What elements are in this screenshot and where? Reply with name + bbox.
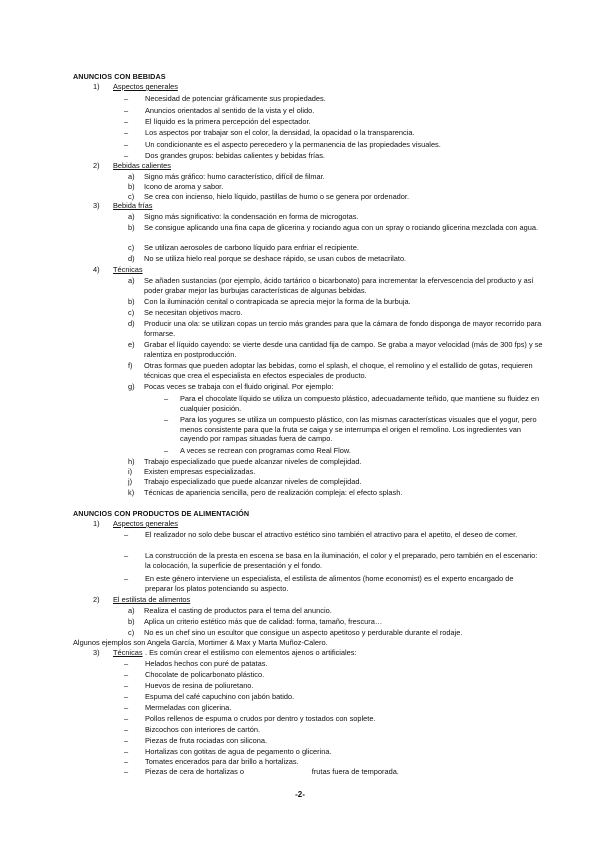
item-letter: a) xyxy=(128,606,135,615)
list-item: Piezas de cera de hortalizas o frutas fuera de temporada. xyxy=(145,767,399,776)
list-item: Un condicionante es el aspecto perecedero y la permanencia de las propiedades visuales. xyxy=(145,140,441,149)
list-item: Producir una ola: se utilizan copas un tercio más grandes para que la cámara de fondo disponga de mayor recorrido para formarse. xyxy=(144,319,542,338)
dash-marker: – xyxy=(124,94,129,103)
heading-number: 1) xyxy=(93,519,100,528)
item-letter: d) xyxy=(128,254,135,263)
list-item: El líquido es la primera percepción del espectador. xyxy=(145,117,311,126)
item-letter: c) xyxy=(128,192,135,201)
list-item: Helados hechos con puré de patatas. xyxy=(145,659,268,668)
list-item: Pollos rellenos de espuma o crudos por dentro y tostados con soplete. xyxy=(145,714,376,723)
list-item: Grabar el líquido cayendo: se vierte desde una cantidad fija de campo. Se graba a mayor velocidad (más de 300 fps) y se ralentiza en postproducción. xyxy=(144,340,543,359)
heading-label: Bebida frías xyxy=(113,201,153,210)
item-letter: a) xyxy=(128,276,135,285)
item-letter: i) xyxy=(128,467,133,476)
dash-marker: – xyxy=(124,767,129,776)
dash-marker: – xyxy=(124,128,129,137)
section-title-bebidas: ANUNCIOS CON BEBIDAS xyxy=(73,72,166,81)
list-item: Dos grandes grupos: bebidas calientes y bebidas frías. xyxy=(145,151,325,160)
heading-label: Aspectos generales xyxy=(113,82,178,91)
dash-marker: – xyxy=(124,703,129,712)
dash-marker: – xyxy=(124,681,129,690)
dash-marker: – xyxy=(124,117,129,126)
dash-marker: – xyxy=(124,551,129,560)
section-title-alimentacion: ANUNCIOS CON PRODUCTOS DE ALIMENTACIÓN xyxy=(73,509,250,518)
heading-rest: . Es común crear el estilismo con elementos ajenos o artificiales: xyxy=(145,648,357,657)
list-item: Se necesitan objetivos macro. xyxy=(144,308,243,317)
item-letter: b) xyxy=(128,617,135,626)
item-letter: a) xyxy=(128,212,135,221)
dash-marker: – xyxy=(124,736,129,745)
item-letter: h) xyxy=(128,457,135,466)
list-item: Chocolate de policarbonato plástico. xyxy=(145,670,265,679)
heading-label: Bebidas calientes xyxy=(113,161,171,170)
list-item: Tomates encerados para dar brillo a hortalizas. xyxy=(145,757,299,766)
list-item: Trabajo especializado que puede alcanzar niveles de complejidad. xyxy=(144,457,362,466)
heading-label: Técnicas xyxy=(113,648,143,657)
dash-marker: – xyxy=(124,725,129,734)
sub-list-item: Para el chocolate líquido se utiliza un compuesto plástico, adecuadamente teñido, que mantiene su fluidez en cualquier posición. xyxy=(180,394,540,413)
list-item: Icono de aroma y sabor. xyxy=(144,182,224,191)
list-item: Se crea con incienso, hielo líquido, pastillas de humo o se genera por ordenador. xyxy=(144,192,410,201)
item-letter: c) xyxy=(128,243,135,252)
list-item: Signo más significativo: la condensación en forma de microgotas. xyxy=(144,212,359,221)
list-item: Huevos de resina de poliuretano. xyxy=(145,681,254,690)
page-number: -2- xyxy=(295,790,305,799)
item-letter: k) xyxy=(128,488,135,497)
list-item: Existen empresas especializadas. xyxy=(144,467,256,476)
item-letter: f) xyxy=(128,361,133,370)
item-letter: c) xyxy=(128,308,135,317)
item-letter: a) xyxy=(128,172,135,181)
dash-marker: – xyxy=(124,757,129,766)
heading-number: 2) xyxy=(93,161,100,170)
item-letter: j) xyxy=(128,477,133,486)
list-item: El realizador no solo debe buscar el atractivo estético sino también el atractivo para el apetito, el deseo de comer. xyxy=(145,530,518,539)
list-item: Piezas de fruta rociadas con silicona. xyxy=(145,736,268,745)
heading-number: 3) xyxy=(93,648,100,657)
list-item: Se añaden sustancias (por ejemplo, ácido tartárico o bicarbonato) para incrementar la efervescencia del producto y así poder grabar mejor las burbujas características de algunas bebidas. xyxy=(144,276,534,295)
list-item: Técnicas de apariencia sencilla, pero de realización compleja: el efecto splash. xyxy=(144,488,403,497)
list-item: Se utilizan aerosoles de carbono líquido para enfriar el recipiente. xyxy=(144,243,359,252)
list-item: Bizcochos con interiores de cartón. xyxy=(145,725,261,734)
list-item: Realiza el casting de productos para el tema del anuncio. xyxy=(144,606,332,615)
item-letter: c) xyxy=(128,628,135,637)
dash-marker: – xyxy=(124,747,129,756)
heading-number: 4) xyxy=(93,265,100,274)
list-item: La construcción de la presta en escena se basa en la iluminación, el color y el preparado, pero también en el escenario: la colocación, la superficie de presentación y el fondo. xyxy=(145,551,538,570)
dash-marker: – xyxy=(164,415,169,424)
item-letter: b) xyxy=(128,297,135,306)
heading-label: Técnicas xyxy=(113,265,143,274)
list-item: Anuncios orientados al sentido de la vista y el olido. xyxy=(145,106,315,115)
list-item: Hortalizas con gotitas de agua de pegamento o glicerina. xyxy=(145,747,332,756)
list-item: Con la iluminación cenital o contrapicada se aprecia mejor la forma de la burbuja. xyxy=(144,297,411,306)
dash-marker: – xyxy=(124,714,129,723)
list-item: Signo más gráfico: humo característico, difícil de filmar. xyxy=(144,172,325,181)
heading-number: 2) xyxy=(93,595,100,604)
list-item: Aplica un criterio estético más que de calidad: forma, tamaño, frescura… xyxy=(144,617,383,626)
dash-marker: – xyxy=(124,670,129,679)
list-item: Trabajo especializado que puede alcanzar niveles de complejidad. xyxy=(144,477,362,486)
item-letter: b) xyxy=(128,223,135,232)
sub-list-item: Para los yogures se utiliza un compuesto plástico, con las mismas características visuales que el yogur, pero menos consistente para que la fruta se caiga y se interrumpa el origen el remolino. Los ingredientes van cayendo por rampas situadas fuera de campo. xyxy=(180,415,537,443)
item-letter: e) xyxy=(128,340,135,349)
dash-marker: – xyxy=(124,151,129,160)
item-letter: g) xyxy=(128,382,135,391)
dash-marker: – xyxy=(164,394,169,403)
list-item: Pocas veces se trabaja con el fluido original. Por ejemplo: xyxy=(144,382,334,391)
dash-marker: – xyxy=(164,446,169,455)
list-item: Los aspectos por trabajar son el color, la densidad, la opacidad o la transparencia. xyxy=(145,128,415,137)
list-item: No es un chef sino un escultor que consigue un aspecto apetitoso y perdurable durante el rodaje. xyxy=(144,628,463,637)
list-item: Se consigue aplicando una fina capa de glicerina y rociando agua con un spray o rociando glicerina mezclada con agua. xyxy=(144,223,539,232)
examples-line: Algunos ejemplos son Angela García, Mortimer & Max y Marta Muñoz-Calero. xyxy=(73,638,328,647)
item-letter: b) xyxy=(128,182,135,191)
list-item: Otras formas que pueden adoptar las bebidas, como el splash, el choque, el remolino y el estallido de gotas, requieren técnicas que crea el especialista en efectos especiales de producto. xyxy=(144,361,533,380)
dash-marker: – xyxy=(124,692,129,701)
dash-marker: – xyxy=(124,659,129,668)
dash-marker: – xyxy=(124,106,129,115)
item-letter: d) xyxy=(128,319,135,328)
list-item: No se utiliza hielo real porque se deshace rápido, se usan cubos de metacrilato. xyxy=(144,254,407,263)
list-item: Necesidad de potenciar gráficamente sus propiedades. xyxy=(145,94,326,103)
dash-marker: – xyxy=(124,140,129,149)
list-item: En este género interviene un especialista, el estilista de alimentos (home economist) es el experto encargado de preparar los platos potenciando su aspecto. xyxy=(145,574,514,593)
heading-number: 3) xyxy=(93,201,100,210)
heading-label: El estilista de alimentos xyxy=(113,595,191,604)
dash-marker: – xyxy=(124,574,129,583)
list-item: Mermeladas con glicerina. xyxy=(145,703,232,712)
heading-label: Aspectos generales xyxy=(113,519,178,528)
sub-list-item: A veces se recrean con programas como Real Flow. xyxy=(180,446,351,455)
dash-marker: – xyxy=(124,530,129,539)
heading-number: 1) xyxy=(93,82,100,91)
list-item: Espuma del café capuchino con jabón batido. xyxy=(145,692,295,701)
